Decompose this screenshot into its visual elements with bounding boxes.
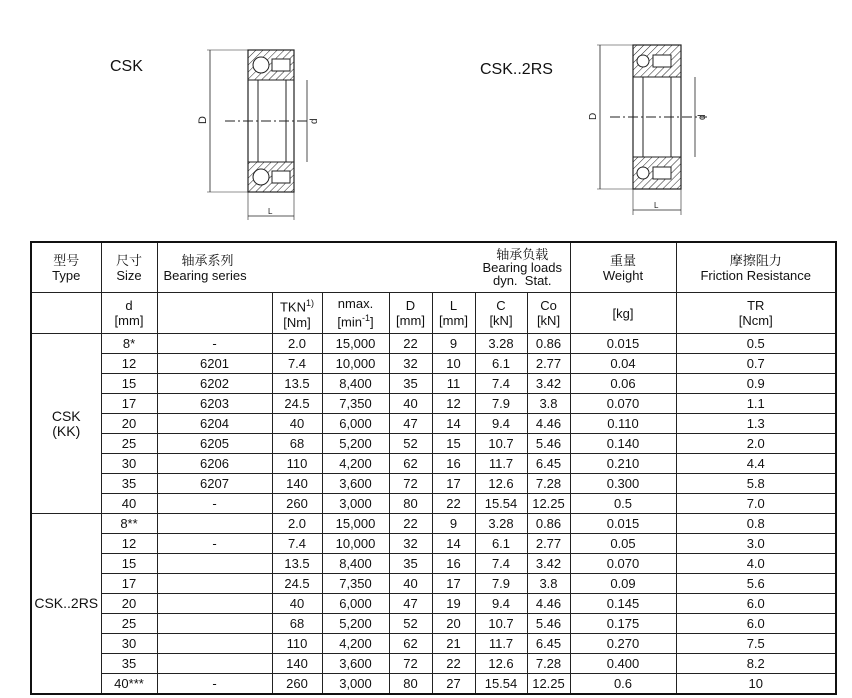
cell-D: 52 [389,614,432,634]
table-body [31,334,836,695]
cell-D: 72 [389,654,432,674]
cell-D: 35 [389,554,432,574]
cell-TR: 5.6 [676,574,836,594]
table-row [31,654,836,674]
cell-D: 80 [389,494,432,514]
header-loads [475,242,570,293]
cell-D: 72 [389,474,432,494]
cell-tkn: 260 [272,674,322,695]
cell-tkn: 40 [272,414,322,434]
cell-Co: 3.42 [527,374,570,394]
cell-tkn: 13.5 [272,554,322,574]
cell-TR: 5.8 [676,474,836,494]
header-size [101,242,157,293]
dim-d-label-2rs: d [697,114,708,120]
cell-D: 47 [389,594,432,614]
cell-C: 7.4 [475,374,527,394]
cell-weight: 0.270 [570,634,676,654]
cell-nmax: 3,600 [322,654,389,674]
csk2rs-drawing-label: CSK..2RS [480,61,553,78]
sub-d: d [mm] [101,293,157,334]
cell-nmax: 15,000 [322,514,389,534]
cell-L: 27 [432,674,475,695]
cell-nmax: 8,400 [322,554,389,574]
dim-D-label-2rs: D [588,112,599,120]
cell-size-d: 17 [101,394,157,414]
cell-TR: 0.5 [676,334,836,354]
cell-tkn: 40 [272,594,322,614]
cell-Co: 5.46 [527,614,570,634]
cell-C: 7.9 [475,574,527,594]
cell-TR: 0.9 [676,374,836,394]
cell-size-d: 15 [101,374,157,394]
group-csk-2rs: CSK..2RS [31,514,101,695]
header-loads-cn: 轴承负载 [496,247,549,262]
cell-Co: 2.77 [527,534,570,554]
cell-weight: 0.09 [570,574,676,594]
table-row [31,574,836,594]
cell-tkn: 13.5 [272,374,322,394]
cell-tkn: 24.5 [272,394,322,414]
cell-C: 3.28 [475,334,527,354]
cell-TR: 1.1 [676,394,836,414]
cell-tkn: 24.5 [272,574,322,594]
cell-nmax: 5,200 [322,434,389,454]
table-row [31,594,836,614]
cell-weight: 0.140 [570,434,676,454]
header-type [31,242,101,293]
cell-size-d: 20 [101,414,157,434]
cell-nmax: 6,000 [322,594,389,614]
cell-size-d: 30 [101,454,157,474]
cell-tkn: 68 [272,614,322,634]
cell-size-d: 30 [101,634,157,654]
cell-nmax: 4,200 [322,454,389,474]
cell-weight: 0.015 [570,514,676,534]
cell-TR: 8.2 [676,654,836,674]
header-weight-en: Weight [602,267,644,283]
header-weight-cn: 重量 [609,252,636,268]
cell-C: 6.1 [475,354,527,374]
cell-weight: 0.400 [570,654,676,674]
cell-size-d: 8** [101,514,157,534]
cell-nmax: 8,400 [322,374,389,394]
table-row [31,454,836,474]
table-row [31,414,836,434]
cell-C: 9.4 [475,594,527,614]
table-row [31,514,836,534]
cell-D: 47 [389,414,432,434]
cell-D: 40 [389,394,432,414]
cell-Co: 12.25 [527,674,570,695]
header-friction-en: Friction Resistance [700,267,812,283]
header-series-cn: 轴承系列 [181,252,234,268]
cell-series [157,594,272,614]
csk-drawing-label: CSK [110,58,143,75]
cell-series [157,654,272,674]
cell-Co: 12.25 [527,494,570,514]
csk-bearing-drawing [195,40,320,225]
cell-D: 80 [389,674,432,695]
cell-series: 6201 [157,354,272,374]
sub-Co: Co [kN] [527,293,570,334]
cell-weight: 0.070 [570,554,676,574]
dim-L-label: L [268,207,273,216]
cell-nmax: 3,000 [322,674,389,695]
cell-L: 22 [432,654,475,674]
cell-D: 22 [389,334,432,354]
csk2rs-bearing-drawing [585,40,710,220]
cell-C: 15.54 [475,494,527,514]
cell-D: 22 [389,514,432,534]
cell-TR: 0.8 [676,514,836,534]
cell-C: 6.1 [475,534,527,554]
cell-C: 10.7 [475,614,527,634]
cell-C: 7.4 [475,554,527,574]
cell-weight: 0.04 [570,354,676,374]
cell-size-d: 12 [101,354,157,374]
cell-size-d: 35 [101,654,157,674]
cell-L: 19 [432,594,475,614]
cell-size-d: 40 [101,494,157,514]
cell-L: 14 [432,534,475,554]
cell-weight: 0.300 [570,474,676,494]
subheader-row [31,293,836,334]
cell-tkn: 2.0 [272,514,322,534]
cell-L: 16 [432,454,475,474]
table-row [31,334,836,354]
cell-tkn: 2.0 [272,334,322,354]
table-row [31,434,836,454]
table-row [31,554,836,574]
cell-L: 17 [432,574,475,594]
dim-D-label: D [197,116,209,124]
cell-D: 32 [389,534,432,554]
cell-Co: 3.8 [527,394,570,414]
header-loads-en: Bearing loads [482,260,562,275]
cell-weight: 0.110 [570,414,676,434]
table-row [31,474,836,494]
header-stat: Stat. [524,273,552,288]
sub-tkn: TKN$^{1)}$ [Nm] [272,293,322,334]
cell-series: - [157,534,272,554]
cell-nmax: 10,000 [322,534,389,554]
dim-L-label-2rs: L [654,201,659,210]
cell-L: 17 [432,474,475,494]
cell-series: 6204 [157,414,272,434]
cell-Co: 3.8 [527,574,570,594]
cell-tkn: 68 [272,434,322,454]
table-row [31,374,836,394]
cell-tkn: 7.4 [272,354,322,374]
cell-C: 12.6 [475,654,527,674]
cell-L: 11 [432,374,475,394]
cell-nmax: 15,000 [322,334,389,354]
cell-C: 11.7 [475,454,527,474]
cell-series: - [157,494,272,514]
cell-tkn: 140 [272,474,322,494]
header-row [31,242,836,293]
cell-C: 3.28 [475,514,527,534]
cell-size-d: 25 [101,434,157,454]
cell-C: 11.7 [475,634,527,654]
cell-L: 14 [432,414,475,434]
table-row [31,614,836,634]
cell-size-d: 25 [101,614,157,634]
sub-weight: [kg] [570,293,676,334]
cell-weight: 0.05 [570,534,676,554]
table-row [31,354,836,374]
table-row [31,674,836,695]
cell-weight: 0.175 [570,614,676,634]
cell-tkn: 260 [272,494,322,514]
cell-tkn: 7.4 [272,534,322,554]
bearing-spec-table [30,241,837,695]
cell-size-d: 17 [101,574,157,594]
dim-d-label: d [309,118,320,124]
cell-D: 40 [389,574,432,594]
cell-D: 35 [389,374,432,394]
header-friction [676,242,836,293]
cell-Co: 3.42 [527,554,570,574]
table-row [31,634,836,654]
cell-tkn: 110 [272,634,322,654]
cell-series: - [157,674,272,695]
cell-nmax: 3,600 [322,474,389,494]
cell-Co: 0.86 [527,334,570,354]
cell-weight: 0.070 [570,394,676,414]
cell-series: - [157,334,272,354]
cell-nmax: 4,200 [322,634,389,654]
cell-Co: 7.28 [527,654,570,674]
cell-L: 9 [432,334,475,354]
cell-Co: 5.46 [527,434,570,454]
cell-weight: 0.6 [570,674,676,695]
header-friction-cn: 摩擦阻力 [729,252,782,268]
cell-D: 62 [389,454,432,474]
cell-series [157,554,272,574]
cell-nmax: 7,350 [322,574,389,594]
cell-L: 9 [432,514,475,534]
cell-size-d: 12 [101,534,157,554]
cell-tkn: 110 [272,454,322,474]
cell-TR: 1.3 [676,414,836,434]
cell-TR: 6.0 [676,594,836,614]
cell-TR: 2.0 [676,434,836,454]
header-dyn: dyn. [492,273,518,288]
table-row [31,534,836,554]
cell-nmax: 6,000 [322,414,389,434]
cell-Co: 6.45 [527,454,570,474]
cell-TR: 10 [676,674,836,695]
cell-series: 6203 [157,394,272,414]
cell-L: 16 [432,554,475,574]
header-type-cn: 型号 [53,252,80,268]
cell-L: 22 [432,494,475,514]
cell-C: 10.7 [475,434,527,454]
cell-TR: 3.0 [676,534,836,554]
cell-TR: 4.4 [676,454,836,474]
cell-D: 32 [389,354,432,374]
cell-tkn: 140 [272,654,322,674]
cell-size-d: 8* [101,334,157,354]
cell-weight: 0.210 [570,454,676,474]
cell-L: 10 [432,354,475,374]
cell-L: 12 [432,394,475,414]
cell-TR: 4.0 [676,554,836,574]
header-size-cn: 尺寸 [115,252,142,268]
cell-size-d: 35 [101,474,157,494]
cell-Co: 7.28 [527,474,570,494]
cell-L: 15 [432,434,475,454]
cell-TR: 0.7 [676,354,836,374]
header-series [157,242,475,293]
table-row [31,494,836,514]
cell-Co: 4.46 [527,414,570,434]
cell-TR: 7.0 [676,494,836,514]
sub-C: C [kN] [475,293,527,334]
cell-series: 6206 [157,454,272,474]
cell-Co: 0.86 [527,514,570,534]
cell-D: 52 [389,434,432,454]
cell-series: 6202 [157,374,272,394]
sub-D: D [mm] [389,293,432,334]
cell-nmax: 10,000 [322,354,389,374]
cell-nmax: 3,000 [322,494,389,514]
cell-size-d: 20 [101,594,157,614]
table-row [31,394,836,414]
cell-size-d: 40*** [101,674,157,695]
cell-nmax: 7,350 [322,394,389,414]
cell-series [157,514,272,534]
cell-Co: 2.77 [527,354,570,374]
cell-series [157,614,272,634]
cell-Co: 6.45 [527,634,570,654]
cell-series: 6207 [157,474,272,494]
sub-L: L [mm] [432,293,475,334]
group-csk: CSK (KK) [31,334,101,514]
cell-TR: 7.5 [676,634,836,654]
sub-TR: TR [Ncm] [676,293,836,334]
cell-TR: 6.0 [676,614,836,634]
cell-series [157,634,272,654]
cell-nmax: 5,200 [322,614,389,634]
cell-size-d: 15 [101,554,157,574]
cell-Co: 4.46 [527,594,570,614]
cell-weight: 0.145 [570,594,676,614]
cell-series [157,574,272,594]
sub-nmax: nmax. $[\min^{-1}]$ [322,293,389,334]
cell-D: 62 [389,634,432,654]
cell-C: 12.6 [475,474,527,494]
cell-C: 7.9 [475,394,527,414]
cell-C: 15.54 [475,674,527,695]
cell-weight: 0.5 [570,494,676,514]
cell-weight: 0.06 [570,374,676,394]
cell-L: 20 [432,614,475,634]
header-weight [570,242,676,293]
header-size-en: Size [116,267,142,283]
cell-weight: 0.015 [570,334,676,354]
cell-series: 6205 [157,434,272,454]
header-series-en: Bearing series [163,267,247,283]
cell-C: 9.4 [475,414,527,434]
header-type-en: Type [52,267,81,283]
cell-L: 21 [432,634,475,654]
